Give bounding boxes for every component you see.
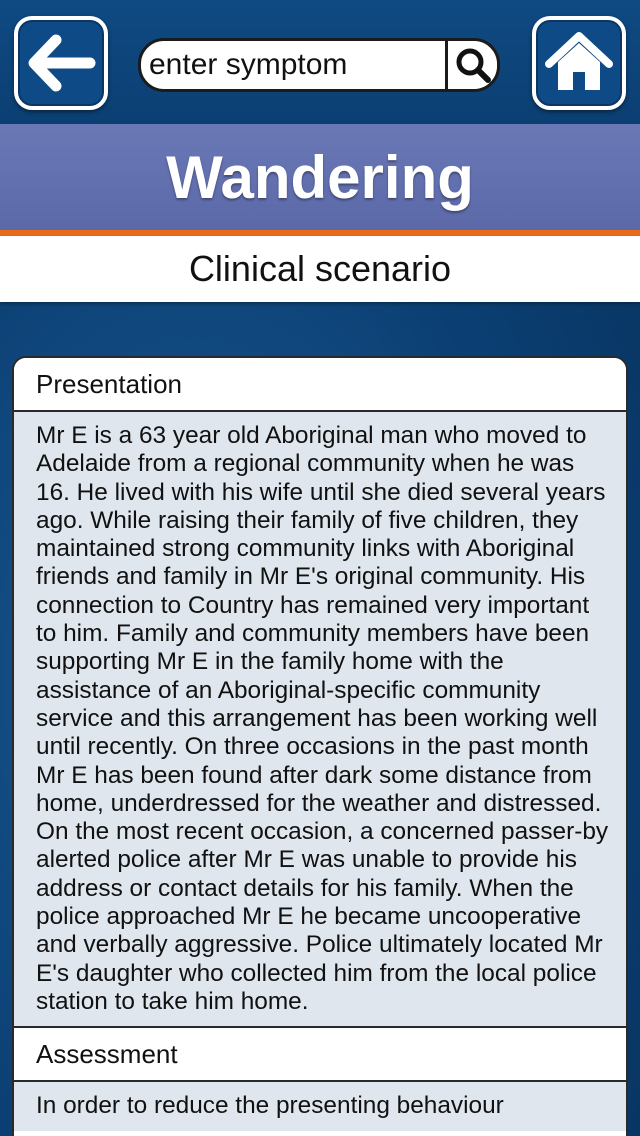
back-arrow-icon: [24, 26, 98, 100]
page-subtitle: Clinical scenario: [188, 248, 452, 289]
title-bar: [0, 124, 640, 230]
content-card[interactable]: [12, 356, 628, 1136]
section-body-assessment: In order to reduce the presenting behaviour: [14, 1082, 626, 1130]
home-icon: [542, 26, 616, 100]
search-button[interactable]: [445, 41, 497, 89]
section-heading-presentation: Presentation: [14, 358, 626, 412]
subtitle-bar: [0, 236, 640, 302]
section-heading-assessment: Assessment: [14, 1028, 626, 1082]
search-box: [138, 38, 500, 92]
search-icon: [453, 45, 493, 85]
search-input[interactable]: [149, 41, 449, 89]
top-bar: [0, 0, 640, 124]
page-title: Wandering: [166, 143, 474, 211]
back-button[interactable]: [14, 16, 108, 110]
home-button[interactable]: [532, 16, 626, 110]
section-body-presentation: Mr E is a 63 year old Aboriginal man who moved to Adelaide from a regional community when he was 16. He lived with his wife until she died several years ago. While raising their family of five children, they maintained strong community links with Aboriginal friends and family in Mr E's original community. His connection to Country has remained very important to him. Family and community members have been supporting Mr E in the family home with the assistance of an Aboriginal-specific community service and this arrangement has been working well until recently. On three occasions in the past month Mr E has been found after dark some distance from home, underdressed for the weather and distressed. On the most recent occasion, a concerned passer-by alerted police after Mr E was unable to provide his address or contact details for his family. When the police approached Mr E he became uncooperative and verbally aggressive. Police ultimately located Mr E's daughter who collected him from the local police station to take him home.: [14, 412, 626, 1028]
